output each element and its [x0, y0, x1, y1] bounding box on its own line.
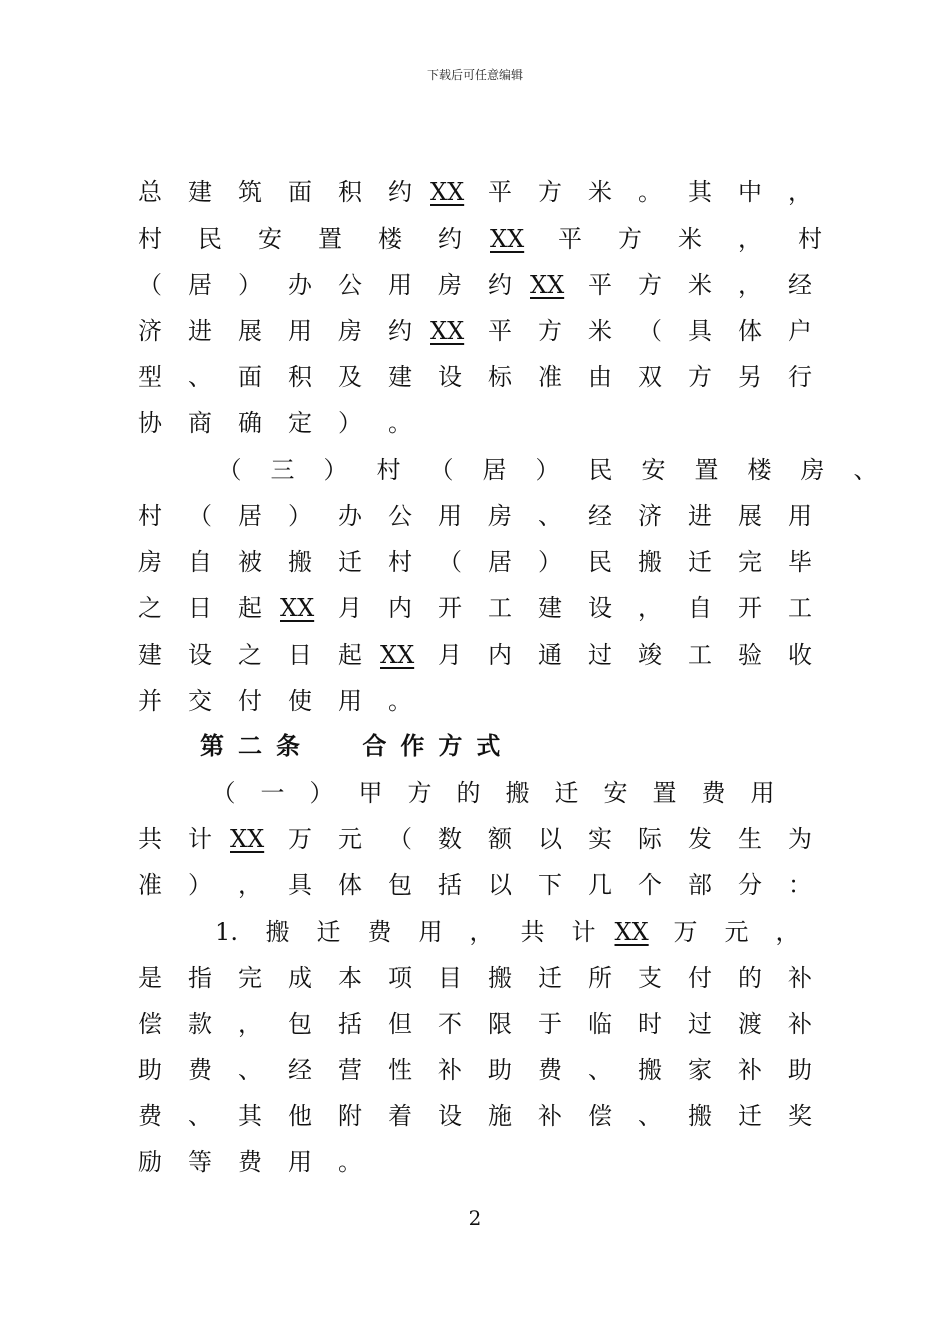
text-char: ，: [775, 918, 800, 946]
text-char: 共: [520, 918, 545, 946]
text-char: 村: [138, 502, 162, 530]
text-char: 过: [588, 641, 612, 669]
text-char: 通: [538, 641, 562, 669]
text-char: 筑: [238, 178, 262, 206]
text-char: 办: [288, 271, 312, 299]
text-char: 村: [798, 225, 822, 253]
text-char: 施: [488, 1102, 512, 1130]
text-char: 收: [788, 641, 812, 669]
text-char: 渡: [738, 1010, 762, 1038]
text-char: 村: [138, 225, 162, 253]
text-char: 补: [788, 1010, 812, 1038]
blank-field: XX: [280, 594, 315, 622]
text-char: 费: [238, 1148, 262, 1176]
blank-field: XX: [430, 317, 465, 345]
text-char: 临: [588, 1010, 612, 1038]
text-char: 项: [388, 964, 412, 992]
text-char: 竣: [638, 641, 662, 669]
text-char: 以: [488, 871, 512, 899]
text-char: ）: [338, 409, 362, 437]
text-char: 自: [688, 594, 712, 622]
text-char: 之: [238, 641, 262, 669]
text-char: 费: [701, 779, 726, 807]
text-line: [130, 963, 810, 993]
text-char: 所: [588, 964, 612, 992]
text-char: 公: [388, 502, 412, 530]
text-line: [130, 593, 810, 623]
text-char: 安: [603, 779, 628, 807]
text-char: 其: [238, 1102, 262, 1130]
text-char: 济: [138, 317, 162, 345]
text-char: 行: [788, 363, 812, 391]
text-char: 助: [138, 1056, 162, 1084]
text-line: [130, 686, 810, 716]
text-char: 标: [488, 363, 512, 391]
text-char: 偿: [588, 1102, 612, 1130]
text-char: 具: [288, 871, 312, 899]
text-char: 济: [638, 502, 662, 530]
text-char: 目: [438, 964, 462, 992]
text-char: 费: [138, 1102, 162, 1130]
text-char: 面: [288, 178, 312, 206]
text-char: 平: [588, 271, 612, 299]
text-char: 个: [638, 871, 662, 899]
text-char: 助: [788, 1056, 812, 1084]
text-line: [130, 501, 810, 531]
text-char: 偿: [138, 1010, 162, 1038]
text-line: [130, 316, 810, 346]
text-char: 补: [438, 1056, 462, 1084]
text-char: 村: [376, 456, 401, 484]
text-line: [130, 640, 810, 670]
text-char: 、: [188, 1102, 212, 1130]
text-char: 中: [738, 178, 762, 206]
text-char: 及: [338, 363, 362, 391]
text-char: 但: [388, 1010, 412, 1038]
text-char: 用: [288, 317, 312, 345]
text-char: 商: [188, 409, 212, 437]
text-char: 搬: [638, 1056, 662, 1084]
text-char: 约: [388, 178, 412, 206]
text-char: 建: [538, 594, 562, 622]
text-line: [130, 362, 810, 392]
text-char: 括: [438, 871, 462, 899]
text-char: 由: [588, 363, 612, 391]
text-char: 积: [288, 363, 312, 391]
text-char: 。: [388, 687, 412, 715]
text-char: 搬: [505, 779, 530, 807]
text-line: [130, 224, 822, 254]
text-char: 元: [724, 918, 749, 946]
text-char: 工: [688, 641, 712, 669]
text-char: 经: [588, 502, 612, 530]
text-char: 成: [288, 964, 312, 992]
text-line: [130, 270, 810, 300]
text-char: 日: [188, 594, 212, 622]
text-char: 之: [138, 594, 162, 622]
text-char: 、: [188, 363, 212, 391]
text-char: 体: [738, 317, 762, 345]
text-char: 迁: [554, 779, 579, 807]
text-char: 营: [338, 1056, 362, 1084]
text-char: 楼: [747, 456, 772, 484]
text-char: 民: [588, 548, 612, 576]
text-char: 工: [788, 594, 812, 622]
text-char: ，: [788, 178, 812, 206]
blank-field: XX: [614, 918, 649, 946]
text-char: （: [217, 456, 242, 484]
text-char: ）: [535, 456, 560, 484]
text-char: 元: [338, 825, 362, 853]
text-char: 平: [488, 178, 512, 206]
text-char: 准: [138, 871, 162, 899]
page-header: 下载后可任意编辑: [426, 68, 523, 82]
text-char: 设: [188, 641, 212, 669]
text-char: 本: [338, 964, 362, 992]
text-char: 确: [238, 409, 262, 437]
text-char: 他: [288, 1102, 312, 1130]
text-char: 安: [258, 225, 282, 253]
text-char: 米: [588, 178, 612, 206]
blank-field: XX: [380, 641, 415, 669]
text-char: 体: [338, 871, 362, 899]
text-char: 准: [538, 363, 562, 391]
text-line: [130, 1147, 810, 1177]
text-char: 用: [288, 1148, 312, 1176]
text-char: 村: [388, 548, 412, 576]
text-char: 、: [588, 1056, 612, 1084]
text-char: 几: [588, 871, 612, 899]
text-char: 展: [238, 317, 262, 345]
text-char: 建: [388, 363, 412, 391]
text-char: 、: [638, 1102, 662, 1130]
text-char: 费: [538, 1056, 562, 1084]
text-char: （: [438, 548, 462, 576]
text-char: 付: [238, 687, 262, 715]
text-char: （: [138, 271, 162, 299]
text-char: ，: [469, 918, 494, 946]
text-char: 约: [438, 225, 462, 253]
text-char: 开: [438, 594, 462, 622]
text-char: 励: [138, 1148, 162, 1176]
text-char: 居: [188, 271, 212, 299]
text-char: 约: [388, 317, 412, 345]
text-char: 设: [438, 363, 462, 391]
text-char: ，: [738, 271, 762, 299]
text-char: 指: [188, 964, 212, 992]
text-char: ）: [288, 502, 312, 530]
text-char: 完: [238, 964, 262, 992]
text-line: [130, 547, 810, 577]
text-char: （: [388, 825, 412, 853]
text-char: 毕: [788, 548, 812, 576]
text-char: ）: [323, 456, 348, 484]
text-char: 起: [238, 594, 262, 622]
text-char: 积: [338, 178, 362, 206]
text-char: 房: [138, 548, 162, 576]
text-char: ，: [638, 594, 662, 622]
text-char: 建: [138, 641, 162, 669]
text-char: ，: [238, 871, 262, 899]
text-line: [130, 824, 810, 854]
text-char: 万: [673, 918, 698, 946]
text-char: 包: [388, 871, 412, 899]
text-char: ）: [309, 779, 334, 807]
text-char: 起: [338, 641, 362, 669]
text-char: ）: [538, 548, 562, 576]
text-char: 民: [588, 456, 613, 484]
text-char: 过: [688, 1010, 712, 1038]
text-char: 共: [138, 825, 162, 853]
text-char: 内: [488, 641, 512, 669]
text-char: 方: [618, 225, 642, 253]
text-char: 置: [652, 779, 677, 807]
text-char: 数: [438, 825, 462, 853]
text-char: 经: [788, 271, 812, 299]
text-char: 的: [456, 779, 481, 807]
text-char: 使: [288, 687, 312, 715]
text-char: 迁: [738, 1102, 762, 1130]
text-char: 于: [538, 1010, 562, 1038]
article-heading: [200, 731, 514, 761]
text-char: 助: [488, 1056, 512, 1084]
text-char: 平: [558, 225, 582, 253]
text-char: 交: [188, 687, 212, 715]
text-char: 建: [188, 178, 212, 206]
text-char: 约: [488, 271, 512, 299]
text-char: 另: [738, 363, 762, 391]
text-char: 其: [688, 178, 712, 206]
text-char: 办: [338, 502, 362, 530]
blank-field: XX: [430, 178, 465, 206]
text-char: 性: [388, 1056, 412, 1084]
text-line: [130, 1055, 810, 1085]
text-char: 经: [288, 1056, 312, 1084]
text-line: [130, 177, 810, 207]
text-char: ：: [788, 871, 812, 899]
text-char: 用: [418, 918, 443, 946]
text-char: 型: [138, 363, 162, 391]
text-char: 总: [138, 178, 162, 206]
text-char: 户: [788, 317, 812, 345]
text-char: 自: [188, 548, 212, 576]
text-char: 搬: [488, 964, 512, 992]
text-char: 奖: [788, 1102, 812, 1130]
text-char: 双: [638, 363, 662, 391]
text-char: （: [211, 779, 236, 807]
text-char: 平: [488, 317, 512, 345]
text-char: 进: [688, 502, 712, 530]
text-char: 补: [738, 1056, 762, 1084]
text-char: 内: [388, 594, 412, 622]
text-line: [130, 1101, 810, 1131]
text-char: 是: [138, 964, 162, 992]
text-char: ）: [238, 271, 262, 299]
text-char: 日: [288, 641, 312, 669]
text-char: 补: [788, 964, 812, 992]
article-number: 第二条: [200, 732, 314, 760]
text-char: 房: [488, 502, 512, 530]
text-line: [130, 1009, 810, 1039]
text-char: 时: [638, 1010, 662, 1038]
text-line: [130, 870, 810, 900]
text-char: 、: [853, 456, 878, 484]
text-char: 生: [738, 825, 762, 853]
text-line: [130, 778, 810, 808]
text-char: ）: [188, 871, 212, 899]
text-char: 。: [638, 178, 662, 206]
text-char: 居: [488, 548, 512, 576]
text-line: [130, 455, 878, 485]
text-char: 的: [738, 964, 762, 992]
text-char: 付: [688, 964, 712, 992]
text-char: 用: [438, 502, 462, 530]
text-char: 验: [738, 641, 762, 669]
text-char: 房: [800, 456, 825, 484]
text-char: 方: [638, 271, 662, 299]
text-char: 安: [641, 456, 666, 484]
text-char: 额: [488, 825, 512, 853]
text-char: 、: [238, 1056, 262, 1084]
text-char: 月: [338, 594, 362, 622]
text-char: 附: [338, 1102, 362, 1130]
text-char: 完: [738, 548, 762, 576]
text-char: 居: [238, 502, 262, 530]
text-char: 用: [750, 779, 775, 807]
text-char: 计: [188, 825, 212, 853]
text-char: 分: [738, 871, 762, 899]
text-char: 等: [188, 1148, 212, 1176]
text-char: 迁: [538, 964, 562, 992]
text-char: 公: [338, 271, 362, 299]
text-char: 搬: [638, 548, 662, 576]
text-char: 费: [367, 918, 392, 946]
text-char: 、: [538, 502, 562, 530]
text-char: 搬: [265, 918, 290, 946]
text-char: 实: [588, 825, 612, 853]
text-char: 设: [588, 594, 612, 622]
text-char: 开: [738, 594, 762, 622]
text-char: 以: [538, 825, 562, 853]
text-char: 方: [538, 178, 562, 206]
text-char: 三: [270, 456, 295, 484]
text-char: 搬: [288, 548, 312, 576]
text-char: 方: [688, 363, 712, 391]
text-line: [130, 917, 810, 947]
text-char: 米: [588, 317, 612, 345]
text-char: 工: [488, 594, 512, 622]
text-char: 民: [198, 225, 222, 253]
text-char: （: [188, 502, 212, 530]
blank-field: XX: [530, 271, 565, 299]
text-char: 月: [438, 641, 462, 669]
text-char: 搬: [688, 1102, 712, 1130]
text-char: 。: [388, 409, 412, 437]
blank-field: XX: [490, 225, 525, 253]
text-char: 房: [338, 317, 362, 345]
text-line: [130, 408, 810, 438]
text-char: 设: [438, 1102, 462, 1130]
text-char: 家: [688, 1056, 712, 1084]
text-char: 被: [238, 548, 262, 576]
text-char: 方: [407, 779, 432, 807]
text-char: 际: [638, 825, 662, 853]
text-char: 。: [338, 1148, 362, 1176]
text-char: 用: [338, 687, 362, 715]
text-char: 楼: [378, 225, 402, 253]
text-char: 置: [318, 225, 342, 253]
text-char: 计: [571, 918, 596, 946]
text-char: ，: [738, 225, 762, 253]
text-char: （: [429, 456, 454, 484]
text-char: 并: [138, 687, 162, 715]
text-char: 限: [488, 1010, 512, 1038]
text-char: 支: [638, 964, 662, 992]
text-char: 发: [688, 825, 712, 853]
text-char: 进: [188, 317, 212, 345]
text-char: 米: [688, 271, 712, 299]
text-char: 用: [788, 502, 812, 530]
text-char: 面: [238, 363, 262, 391]
text-char: 下: [538, 871, 562, 899]
text-char: 款: [188, 1010, 212, 1038]
text-char: 房: [438, 271, 462, 299]
text-char: 用: [388, 271, 412, 299]
text-char: 不: [438, 1010, 462, 1038]
article-title: 合作方式: [362, 732, 515, 760]
text-char: 着: [388, 1102, 412, 1130]
text-char: 一: [260, 779, 285, 807]
text-char: 为: [788, 825, 812, 853]
blank-field: XX: [230, 825, 265, 853]
text-char: 补: [538, 1102, 562, 1130]
text-char: 迁: [316, 918, 341, 946]
page-number: 2: [468, 1206, 482, 1230]
text-char: 1.: [215, 918, 238, 946]
text-char: 费: [188, 1056, 212, 1084]
text-char: 具: [688, 317, 712, 345]
text-char: ，: [238, 1010, 262, 1038]
text-char: （: [638, 317, 662, 345]
text-char: 展: [738, 502, 762, 530]
text-char: 万: [288, 825, 312, 853]
text-char: 米: [678, 225, 702, 253]
text-char: 置: [694, 456, 719, 484]
text-char: 甲: [358, 779, 383, 807]
text-char: 迁: [338, 548, 362, 576]
text-char: 定: [288, 409, 312, 437]
text-char: 迁: [688, 548, 712, 576]
text-char: 方: [538, 317, 562, 345]
text-char: 括: [338, 1010, 362, 1038]
text-char: 居: [482, 456, 507, 484]
text-char: 部: [688, 871, 712, 899]
text-char: 协: [138, 409, 162, 437]
text-char: 包: [288, 1010, 312, 1038]
